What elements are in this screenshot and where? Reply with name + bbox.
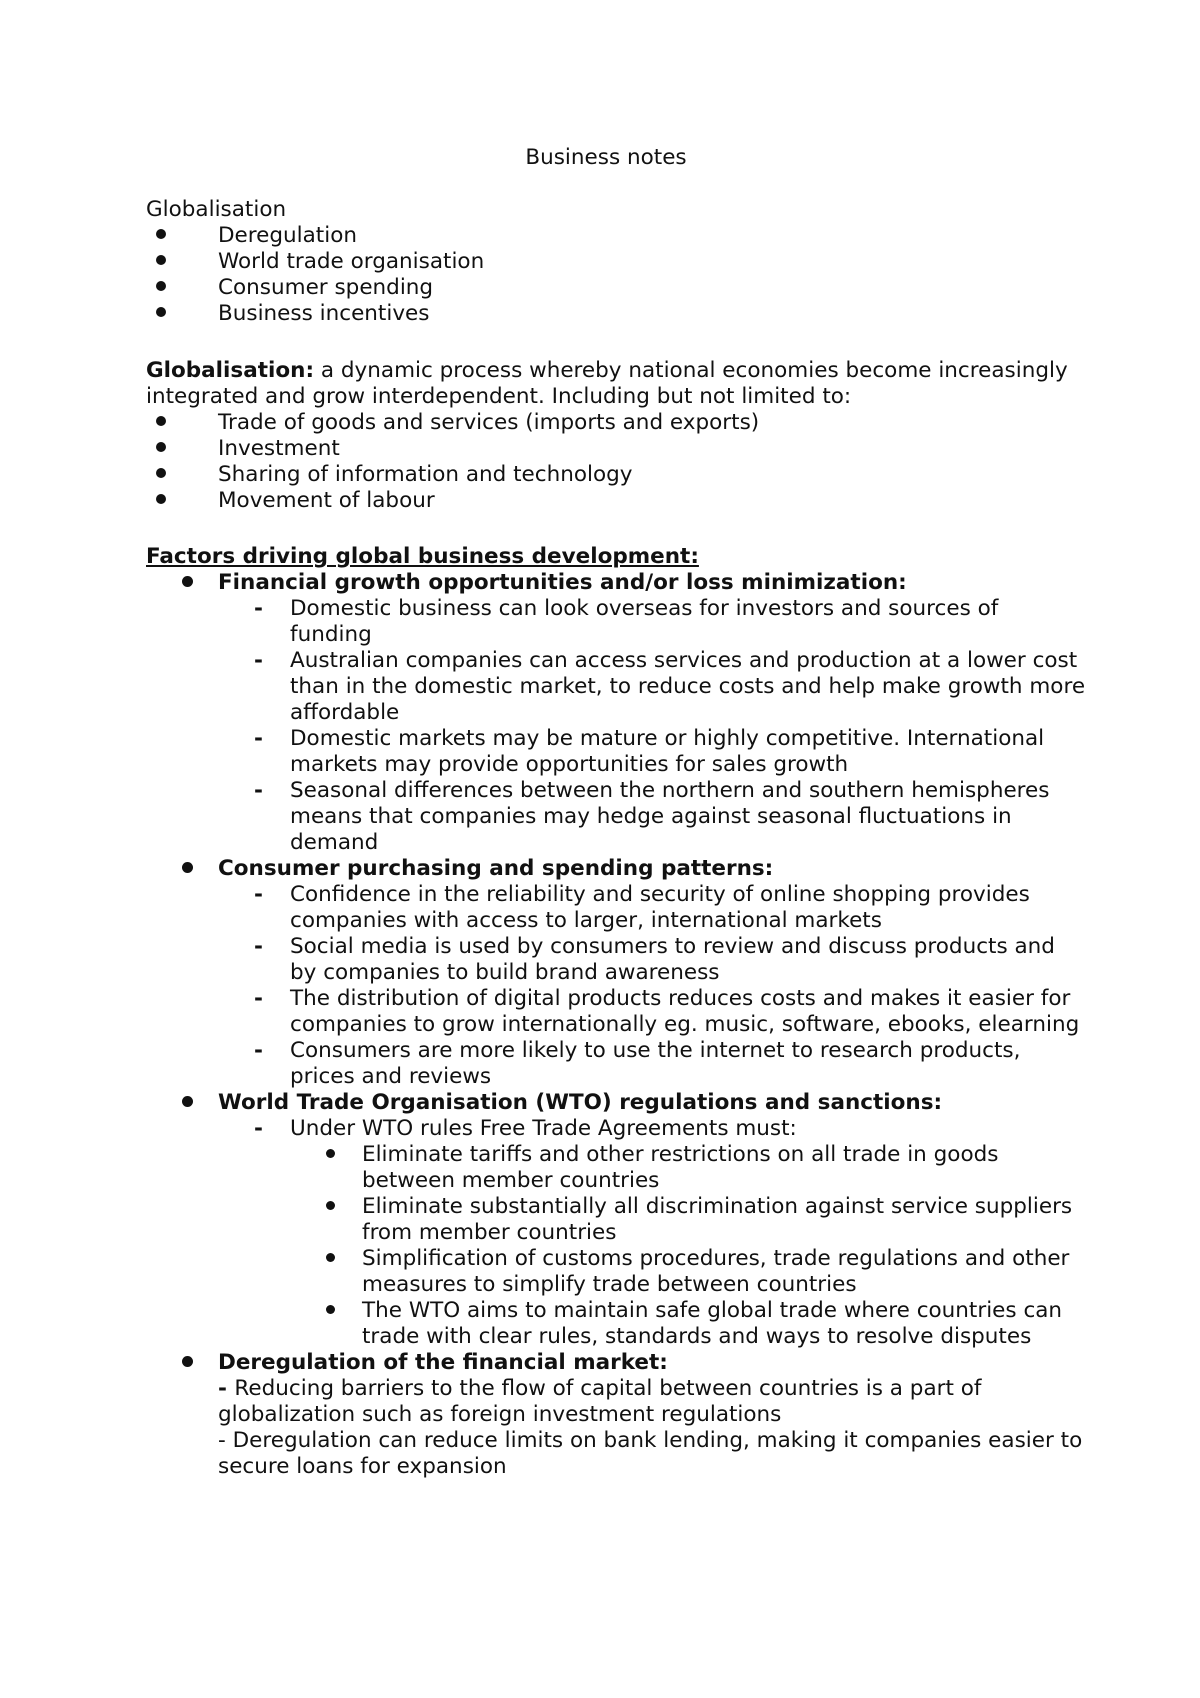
bullet-icon: [182, 1096, 193, 1107]
dash-icon: -: [254, 778, 263, 803]
factor-title: Consumer purchasing and spending patterns:: [218, 856, 774, 881]
bullet-icon: [326, 1149, 335, 1158]
list-item: World trade organisation: [146, 249, 1086, 275]
list-item: Investment: [146, 436, 1086, 462]
bullet-icon: [182, 576, 193, 587]
list-item: - Seasonal differences between the northern and southern hemispheres means that companies may hedge against seasonal fluctuations in demand: [254, 778, 1050, 855]
factor-title: Deregulation of the financial market:: [218, 1350, 668, 1375]
list-item: The WTO aims to maintain safe global trade where countries can trade with clear rules, standards and ways to resolve disputes: [326, 1298, 1086, 1350]
list-item: - The distribution of digital products reduces costs and makes it easier for companies to grow internationally eg. music, software, ebooks, elearning: [254, 986, 1080, 1037]
definition-section: [146, 358, 1086, 514]
factor-group-consumer: [182, 856, 1086, 882]
factors-section: [146, 544, 1086, 1480]
intro-label: Globalisation: [146, 197, 287, 222]
dash-icon: -: [254, 596, 263, 621]
bullet-icon: [182, 862, 193, 873]
factor-group-deregulation: [182, 1350, 1086, 1480]
bullet-icon: [156, 281, 166, 291]
list-item: Movement of labour: [146, 488, 1086, 514]
bullet-icon: [156, 494, 166, 504]
list-item: - Consumers are more likely to use the internet to research products, prices and reviews: [254, 1038, 1021, 1089]
dash-icon: -: [254, 1038, 263, 1063]
bullet-icon: [156, 442, 166, 452]
list-item: Simplification of customs procedures, trade regulations and other measures to simplify trade between countries: [326, 1246, 1086, 1298]
bullet-icon: [326, 1305, 335, 1314]
paragraph-line: - Reducing barriers to the flow of capital between countries is a part of globalization such as foreign investment regulations: [218, 1376, 982, 1427]
factor-group-wto: [182, 1090, 1086, 1116]
list-item: Business incentives: [146, 301, 1086, 327]
list-item: - Confidence in the reliability and security of online shopping provides companies with access to larger, international markets: [254, 882, 1030, 933]
bullet-icon: [156, 468, 166, 478]
definition-paragraph: [146, 358, 1086, 410]
list-item: - Social media is used by consumers to review and discuss products and by companies to build brand awareness: [254, 934, 1055, 985]
factor-title: Financial growth opportunities and/or loss minimization:: [218, 570, 907, 595]
paragraph-line: - Deregulation can reduce limits on bank lending, making it companies easier to secure loans for expansion: [218, 1428, 1083, 1479]
factor-title: World Trade Organisation (WTO) regulations and sanctions:: [218, 1090, 943, 1115]
bullet-icon: [156, 255, 166, 265]
bullet-icon: [182, 1356, 193, 1367]
dash-icon: -: [254, 986, 263, 1011]
bullet-icon: [326, 1201, 335, 1210]
list-item: - Under WTO rules Free Trade Agreements must:: [254, 1116, 797, 1141]
dash-icon: -: [254, 648, 263, 673]
dash-icon: -: [254, 726, 263, 751]
list-item: Eliminate substantially all discrimination against service suppliers from member countries: [326, 1194, 1086, 1246]
dash-icon: -: [254, 882, 263, 907]
section-heading: Factors driving global business development:: [146, 544, 699, 569]
bullet-icon: [156, 307, 166, 317]
list-item: Trade of goods and services (imports and exports): [146, 410, 1086, 436]
definition-term: Globalisation:: [146, 358, 315, 383]
list-item: - Domestic markets may be mature or highly competitive. International markets may provide opportunities for sales growth: [254, 726, 1045, 777]
dash-icon: -: [218, 1376, 235, 1401]
factor-group-financial: [182, 570, 1086, 596]
list-item: - Australian companies can access services and production at a lower cost than in the domestic market, to reduce costs and help make growth more affordable: [254, 648, 1086, 725]
list-item: Sharing of information and technology: [146, 462, 1086, 488]
intro-section: [146, 197, 1086, 327]
bullet-icon: [156, 416, 166, 426]
list-item: Consumer spending: [146, 275, 1086, 301]
list-item: Deregulation: [146, 223, 1086, 249]
list-item: Eliminate tariffs and other restrictions on all trade in goods between member countries: [326, 1142, 1086, 1194]
list-item: - Domestic business can look overseas for investors and sources of funding: [254, 596, 999, 647]
bullet-icon: [156, 229, 166, 239]
dash-icon: -: [254, 934, 263, 959]
definition-text: a dynamic process whereby national economies become increasingly integrated and grow interdependent. Including but not limited to:: [146, 358, 1068, 409]
page-title: Business notes: [525, 145, 687, 170]
bullet-icon: [326, 1253, 335, 1262]
dash-icon: -: [254, 1116, 263, 1141]
